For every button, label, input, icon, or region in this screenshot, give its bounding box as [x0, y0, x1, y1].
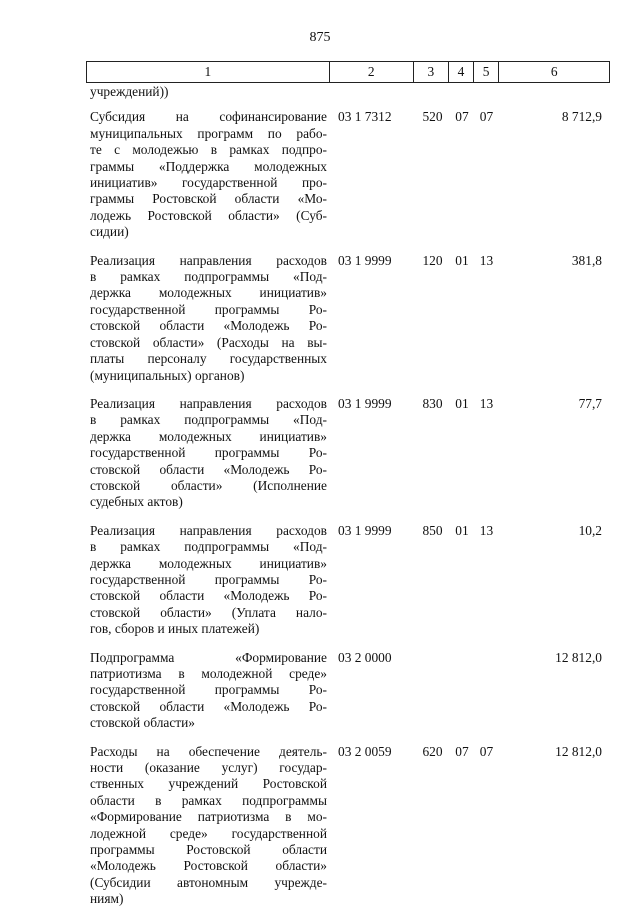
- description-line: стовской области» (Исполнение: [90, 477, 327, 493]
- table-row: [86, 744, 610, 908]
- description-line: граммы Ростовской области «Мо-: [90, 191, 327, 207]
- row-amount: 77,7: [578, 395, 602, 411]
- description-line: государственной программы Ро-: [90, 301, 327, 317]
- description-line: гов, сборов и иных платежей): [90, 621, 260, 637]
- description-line: лодежь Ростовской области» (Суб-: [90, 207, 327, 223]
- description-line: в рамках подпрограммы «Под-: [90, 539, 327, 555]
- row-expense-type: 850: [422, 522, 443, 538]
- description-line: держка молодежных инициатив»: [90, 555, 327, 571]
- description-line: ности (оказание услуг) государ-: [90, 760, 327, 776]
- row-amount: 12 812,0: [555, 649, 602, 665]
- description-line: государственной программы Ро-: [90, 445, 327, 461]
- description-line: стовской области»: [90, 715, 195, 731]
- description-line: муниципальных программ по рабо-: [90, 125, 327, 141]
- row-expense-type: 620: [422, 743, 443, 759]
- row-subsection: 13: [479, 395, 494, 411]
- description-line: Реализация направления расходов: [90, 252, 327, 268]
- description-line: (муниципальных) органов): [90, 367, 245, 383]
- continuation-text: учреждений)): [90, 84, 169, 99]
- row-section: 07: [455, 109, 469, 125]
- description-line: граммы «Поддержка молодежных: [90, 158, 327, 174]
- row-section: 01: [455, 395, 469, 411]
- row-code: 03 1 9999: [338, 395, 392, 411]
- description-line: инициатив» государственной про-: [90, 175, 327, 191]
- row-subsection: 07: [479, 743, 494, 759]
- header-col-6: 6: [550, 64, 558, 79]
- description-line: государственной программы Ро-: [90, 571, 327, 587]
- description-line: платы персоналу государственных: [90, 351, 327, 367]
- row-expense-type: 520: [422, 109, 443, 125]
- row-code: 03 1 9999: [338, 252, 392, 268]
- description-line: стовской области «Молодежь Ро-: [90, 698, 327, 714]
- header-col-4: 4: [449, 62, 474, 82]
- row-amount: 8 712,9: [561, 109, 602, 125]
- table-row: [86, 523, 610, 638]
- row-section: 01: [455, 252, 469, 268]
- table-row: [86, 396, 610, 511]
- row-code: 03 1 7312: [338, 109, 392, 125]
- description-line: патриотизма в молодежной среде»: [90, 666, 327, 681]
- row-expense-type: 120: [422, 252, 443, 268]
- description-line: судебных актов): [90, 494, 183, 510]
- header-col-5: 5: [474, 62, 500, 82]
- description-line: в рамках подпрограммы «Под-: [90, 412, 327, 428]
- row-amount: 10,2: [578, 522, 602, 538]
- row-subsection: 13: [479, 252, 494, 268]
- row-subsection: 07: [479, 109, 494, 125]
- description-line: области в рамках подпрограммы: [90, 792, 327, 808]
- table-body: [86, 84, 610, 920]
- description-line: «Формирование патриотизма в мо-: [90, 809, 327, 825]
- description-line: стовской области» (Уплата нало-: [90, 604, 327, 620]
- description-line: стовской области «Молодежь Ро-: [90, 588, 327, 604]
- row-description: [86, 109, 331, 240]
- description-line: Реализация направления расходов: [90, 395, 327, 411]
- description-line: держка молодежных инициатив»: [90, 285, 327, 301]
- row-description: [86, 744, 331, 908]
- description-line: держка молодежных инициатив»: [90, 428, 327, 444]
- row-section: 07: [455, 743, 469, 759]
- row-amount: 381,8: [571, 252, 602, 268]
- table-row: [86, 650, 610, 732]
- description-line: программы Ростовской области: [90, 842, 327, 858]
- row-code: 03 2 0059: [338, 743, 392, 759]
- row-code: 03 2 0000: [338, 649, 392, 665]
- continuation-row: [86, 84, 610, 100]
- description-line: стовской области» (Расходы на вы-: [90, 334, 327, 350]
- description-line: Расходы на обеспечение деятель-: [90, 743, 327, 759]
- description-line: Подпрограмма «Формирование: [90, 649, 327, 665]
- page-number: 875: [309, 30, 331, 45]
- description-line: Субсидия на софинансирование: [90, 109, 327, 125]
- row-subsection: 13: [479, 522, 494, 538]
- description-line: стовской области «Молодежь Ро-: [90, 461, 327, 477]
- description-line: сидии): [90, 224, 129, 240]
- header-col-3: 3: [414, 62, 450, 82]
- header-col-1: 1: [87, 62, 330, 82]
- row-description: [86, 523, 331, 638]
- description-line: стовской области «Молодежь Ро-: [90, 318, 327, 334]
- row-amount: 12 812,0: [555, 743, 602, 759]
- row-expense-type: 830: [422, 395, 443, 411]
- row-code: 03 1 9999: [338, 522, 392, 538]
- description-line: ственных учреждений Ростовской: [90, 776, 327, 792]
- row-description: [86, 396, 331, 511]
- table-row: [86, 253, 610, 384]
- row-description: [86, 253, 331, 384]
- description-line: в рамках подпрограммы «Под-: [90, 269, 327, 285]
- description-line: лодежной среде» государственной: [90, 825, 327, 841]
- header-col-2: 2: [330, 62, 414, 82]
- row-section: 01: [455, 522, 469, 538]
- description-line: Реализация направления расходов: [90, 522, 327, 538]
- description-line: (Субсидии автономным учрежде-: [90, 874, 327, 890]
- description-line: «Молодежь Ростовской области»: [90, 858, 327, 874]
- description-line: государственной программы Ро-: [90, 682, 327, 698]
- row-description: [86, 650, 331, 732]
- description-line: ниям): [90, 891, 124, 907]
- table-header: [86, 61, 610, 83]
- table-row: [86, 109, 610, 240]
- description-line: те с молодежью в рамках подпро-: [90, 142, 327, 158]
